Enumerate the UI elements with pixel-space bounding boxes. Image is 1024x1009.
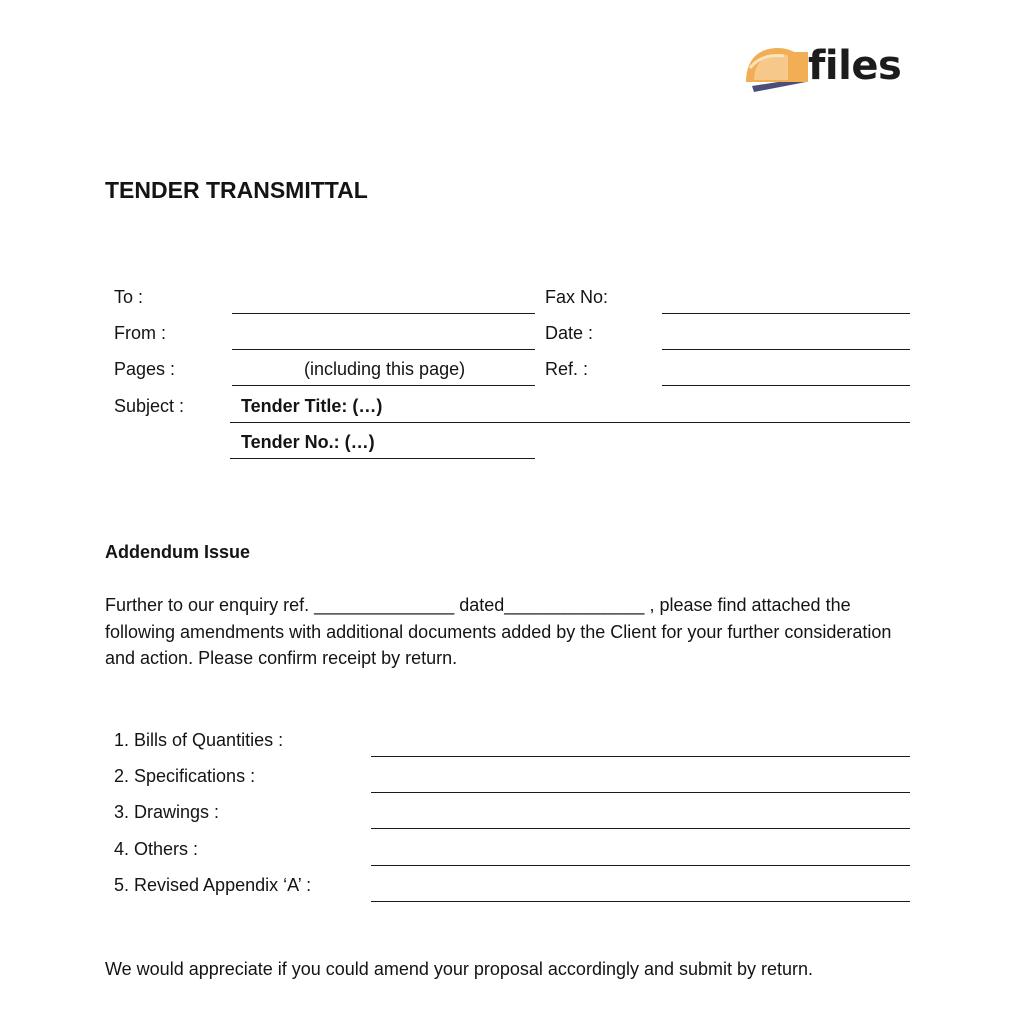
closing-text: We would appreciate if you could amend your proposal accordingly and submit by return. [105, 959, 814, 979]
logo-text: files [808, 43, 902, 89]
item-line-appendix[interactable] [371, 901, 910, 902]
pages-note: (including this page) [304, 359, 466, 379]
item-label-specifications: 2. Specifications : [114, 766, 256, 786]
to-field-line[interactable] [232, 313, 535, 314]
intro-paragraph: Further to our enquiry ref. ______________ dated______________ , please find attached the following amendments with additional documents added by the Client for your further consideration and action. Please confirm receipt by return. [105, 595, 892, 668]
tender-title: Tender Title: (…) [241, 396, 383, 416]
from-field-line[interactable] [232, 349, 535, 350]
pages-label: Pages : [114, 359, 176, 379]
from-label: From : [114, 323, 166, 343]
pages-field-line[interactable] [232, 385, 535, 386]
item-label-appendix: 5. Revised Appendix ‘A’ : [114, 875, 312, 895]
tender-no: Tender No.: (…) [241, 432, 375, 452]
fax-label: Fax No: [545, 287, 609, 307]
ref-label: Ref. : [545, 359, 589, 379]
subject-label: Subject : [114, 396, 185, 416]
date-label: Date : [545, 323, 594, 343]
item-line-bills[interactable] [371, 756, 910, 757]
hard-hat-logo-icon [744, 42, 808, 96]
item-line-others[interactable] [371, 865, 910, 866]
item-line-specifications[interactable] [371, 792, 910, 793]
item-line-drawings[interactable] [371, 828, 910, 829]
item-label-bills: 1. Bills of Quantities : [114, 730, 284, 750]
fax-field-line[interactable] [662, 313, 910, 314]
item-label-drawings: 3. Drawings : [114, 802, 220, 822]
tender-no-field-line[interactable] [230, 458, 535, 459]
document-title: TENDER TRANSMITTAL [105, 177, 368, 203]
addendum-heading: Addendum Issue [105, 542, 251, 562]
item-label-others: 4. Others : [114, 839, 199, 859]
ref-field-line[interactable] [662, 385, 910, 386]
files-logo [744, 42, 914, 96]
subject-field-line[interactable] [230, 422, 910, 423]
to-label: To : [114, 287, 144, 307]
date-field-line[interactable] [662, 349, 910, 350]
